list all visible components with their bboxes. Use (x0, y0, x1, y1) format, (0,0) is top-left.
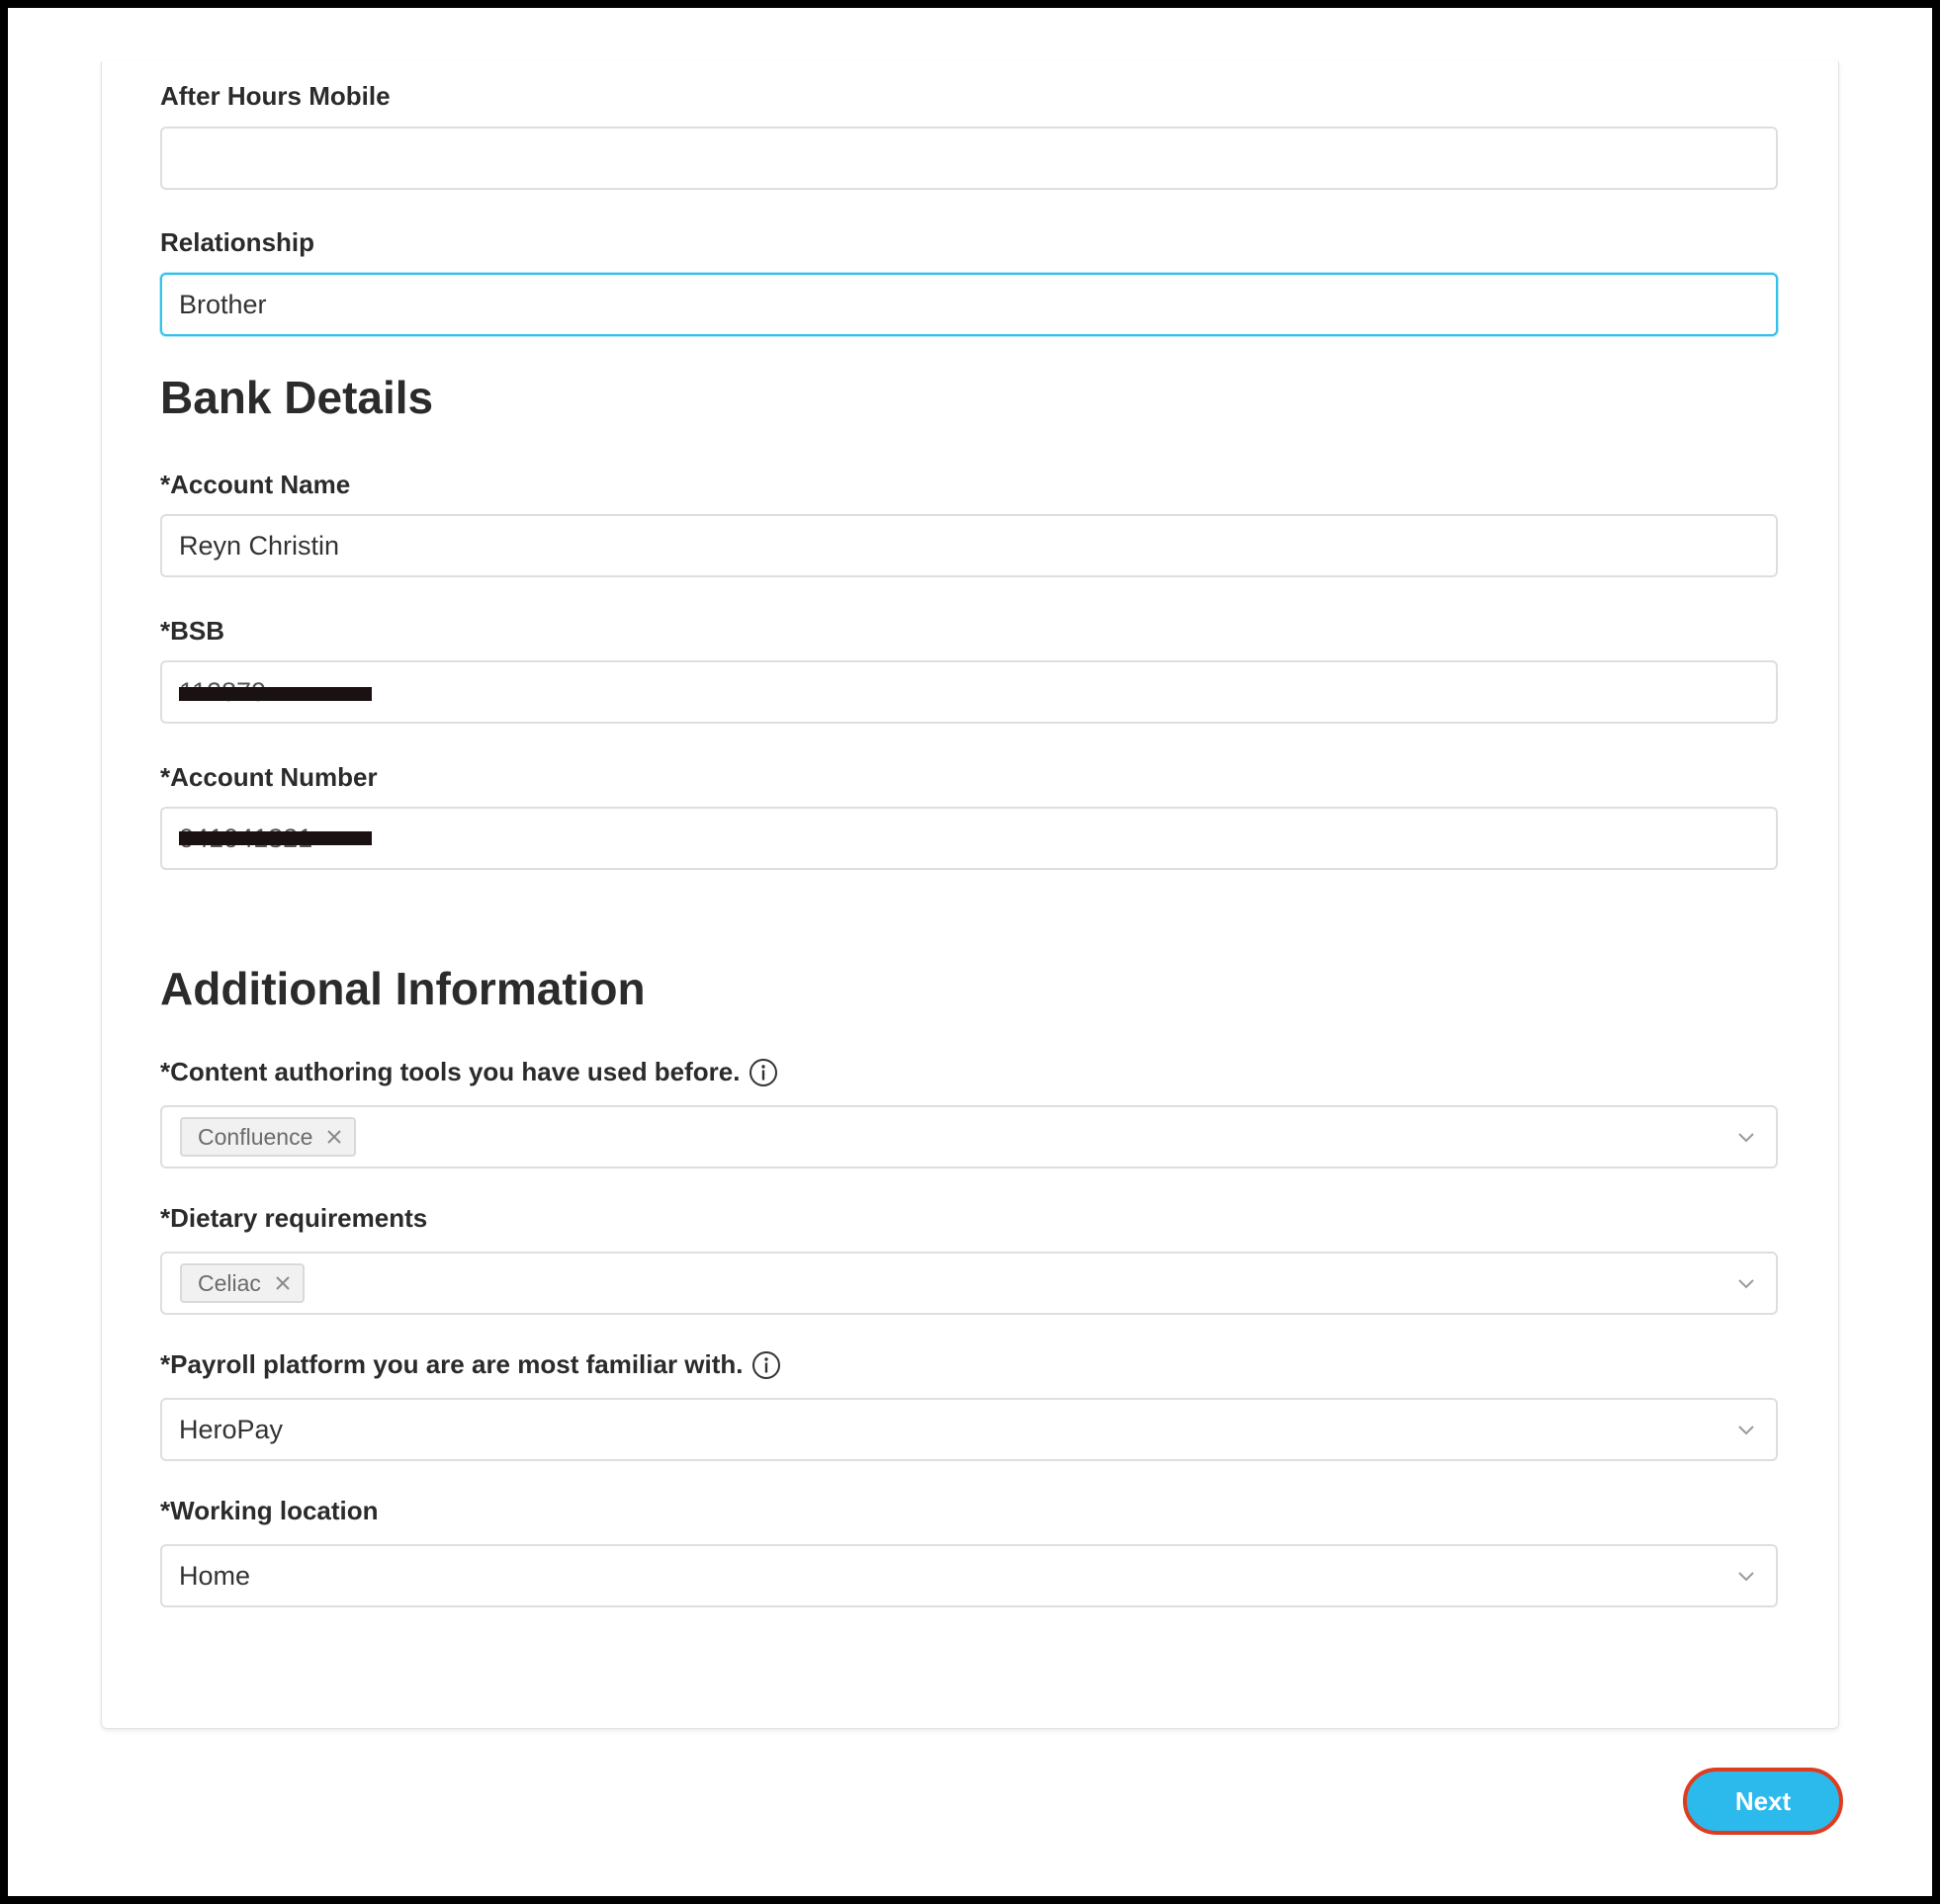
working-location-select[interactable] (160, 1544, 1778, 1607)
working-location-label: *Working location (160, 1496, 379, 1525)
working-location-value: Home (179, 1560, 251, 1591)
content-tools-multiselect[interactable] (160, 1105, 1778, 1168)
bsb-input[interactable] (160, 660, 1778, 724)
tag-confluence (180, 1117, 356, 1157)
chevron-down-icon[interactable] (1736, 1127, 1756, 1147)
payroll-label-text: *Payroll platform you are are most familiar with. (160, 1349, 744, 1379)
chevron-down-icon (1736, 1566, 1756, 1586)
close-icon[interactable] (275, 1275, 291, 1291)
payroll-select[interactable] (160, 1398, 1778, 1461)
relationship-input[interactable] (160, 273, 1778, 336)
content-tools-label (160, 1057, 778, 1087)
info-circle-icon[interactable] (749, 1058, 778, 1087)
payroll-label (160, 1349, 781, 1380)
relationship-label: Relationship (160, 227, 315, 257)
content-tools-label-text: *Content authoring tools you have used before. (160, 1057, 741, 1086)
dietary-label: *Dietary requirements (160, 1203, 428, 1233)
payroll-value: HeroPay (179, 1414, 284, 1444)
relationship-value: Brother (179, 289, 267, 319)
bsb-value-masked (179, 677, 266, 708)
tag-label: Confluence (198, 1123, 313, 1150)
account-name-input[interactable] (160, 514, 1778, 577)
bank-details-heading: Bank Details (160, 372, 434, 423)
info-circle-icon[interactable] (751, 1350, 781, 1380)
account-name-label: *Account Name (160, 470, 351, 499)
dietary-multiselect[interactable] (160, 1252, 1778, 1315)
account-number-label: *Account Number (160, 762, 378, 792)
bsb-label: *BSB (160, 616, 225, 646)
close-icon[interactable] (326, 1129, 342, 1145)
redaction-bar (179, 687, 372, 701)
next-button[interactable]: Next (1683, 1768, 1843, 1835)
account-name-value: Reyn Christin (179, 530, 340, 561)
chevron-down-icon (1736, 1420, 1756, 1439)
tag-label: Celiac (198, 1269, 261, 1296)
after-hours-mobile-label: After Hours Mobile (160, 81, 391, 111)
after-hours-mobile-input[interactable] (160, 127, 1778, 190)
account-number-value-masked (179, 823, 312, 854)
account-number-input[interactable] (160, 807, 1778, 870)
tag-celiac (180, 1263, 305, 1303)
redaction-bar (179, 831, 372, 845)
additional-information-heading: Additional Information (160, 963, 646, 1014)
chevron-down-icon[interactable] (1736, 1273, 1756, 1293)
